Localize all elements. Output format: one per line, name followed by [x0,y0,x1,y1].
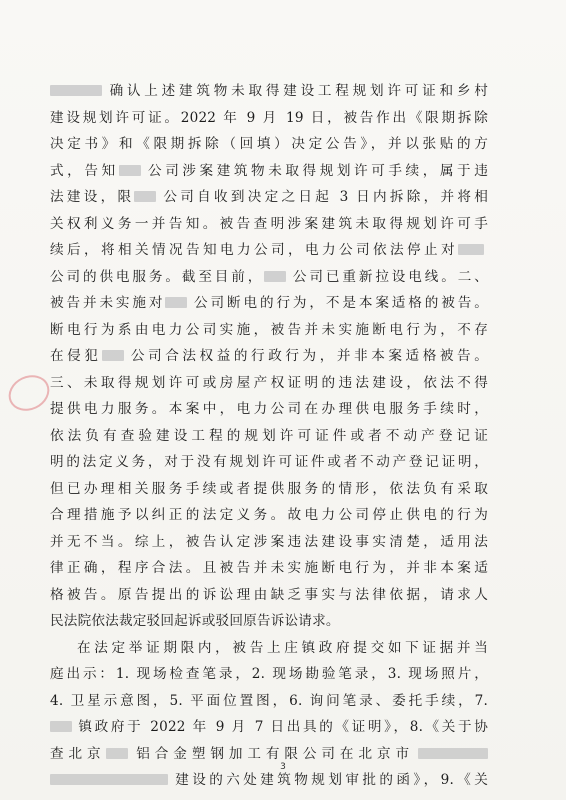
text-line [50,582,488,609]
text-segment: 关权利义务一并告知。被告查明涉案建筑未取得规划许可手 [50,215,488,232]
text-line [50,661,488,688]
text-segment: 决定书》和《限期拆除（回填）决定公告》，并以张贴的方 [50,136,488,152]
text-line [50,105,488,132]
text-segment: 铝合金塑钢加工有限公司在北京市 [131,745,414,762]
text-segment: 建设规划许可证。2022 年 9 月 19 日，被告作出《限期拆除 [50,109,488,126]
text-segment: 被告并未实施对 [50,295,166,311]
text-segment: 但已办理相关服务手续或者提供服务的情形，依法负有采取 [50,480,488,497]
text-line [50,211,488,238]
text-segment: 断电行为系由电力公司实施，被告并未实施断电行为，不存 [50,321,488,338]
text-segment: 续后，将相关情况告知电力公司，电力公司依法停止对 [50,242,458,258]
text-line [50,343,488,370]
text-line [50,370,488,397]
text-segment: 民法院依法裁定驳回起诉或驳回原告诉讼请求。 [50,613,340,629]
text-line [50,184,488,211]
redaction-block [264,271,286,282]
text-line [50,423,488,450]
text-segment: 提供电力服务。本案中，电力公司在办理供电服务手续时， [50,401,488,417]
text-segment: 镇政府于 2022 年 9 月 7 日出具的《证明》，8.《关于协 [76,719,488,735]
text-segment: 格被告。原告提出的诉讼理由缺乏事实与法律依据，请求人 [50,586,488,603]
text-segment: 查北京 [50,745,106,762]
redaction-block [106,748,128,759]
text-segment: 公司合法权益的行政行为，并非本案适格被告。 [127,348,488,364]
text-segment: 确认上述建筑物未取得建设工程规划许可证和乡村 [106,83,488,99]
text-segment: 公司涉案建筑物未取得规划许可手续，属于违 [144,162,488,179]
seal-stamp-mark [3,369,55,418]
text-segment: 合理措施予以纠正的法定义务。故电力公司停止供电的行为 [50,507,488,523]
redaction-block [50,721,72,732]
text-segment: 依法负有查验建设工程的规划许可证件或者不动产登记证 [50,427,488,444]
text-segment: 庭出示：1. 现场检查笔录，2. 现场勘验笔录，3. 现场照片， [50,666,488,682]
text-segment: 建设的六处建筑物规划审批的函》，9.《关 [172,772,488,788]
text-line [50,158,488,185]
text-line [50,237,488,264]
text-line [50,78,488,105]
text-line [50,555,488,582]
text-segment: 公司已重新拉设电线。二、 [290,268,488,285]
body-text [50,78,488,794]
redaction-block [458,244,484,255]
redaction-block [50,774,168,785]
text-segment: 4. 卫星示意图，5. 平面位置图，6. 询问笔录、委托手续，7. [50,692,488,709]
text-segment: 三、未取得规划许可或房屋产权证明的违法建设，依法不得 [50,374,488,391]
text-line [50,396,488,423]
text-segment: 公司断电的行为，不是本案适格的被告。 [191,295,488,311]
text-line [50,529,488,556]
redaction-block [102,350,124,361]
text-segment: 公司自收到决定之日起 3 日内拆除，并将相 [160,189,488,205]
text-segment: 式，告知 [50,162,119,179]
text-line [50,502,488,529]
page-number: 3 [280,762,286,772]
text-segment: 公司的供电服务。截至目前， [50,268,265,285]
text-line [50,476,488,503]
text-segment: 律正确，程序合法。且被告并未实施断电行为，并非本案适 [50,560,488,576]
text-line [50,608,488,635]
text-segment: 在法定举证期限内，被告上庄镇政府提交如下证据并当 [77,639,488,656]
redaction-block [165,297,187,308]
text-segment: 明的法定义务，对于没有规划许可证件或者不动产登记证明， [50,454,488,470]
redaction-block [119,165,141,176]
text-segment: 并无不当。综上，被告认定涉案违法建设事实清楚，适用法 [50,533,488,550]
text-line [50,264,488,291]
text-line [50,317,488,344]
text-line [50,131,488,158]
text-segment: 在侵犯 [50,348,102,364]
text-line [50,635,488,662]
redaction-block [418,748,488,759]
redaction-block [134,191,156,202]
text-line [50,714,488,741]
text-segment: 法建设，限 [50,189,135,205]
text-line [50,449,488,476]
redaction-block [50,85,102,96]
text-line [50,688,488,715]
text-line [50,290,488,317]
